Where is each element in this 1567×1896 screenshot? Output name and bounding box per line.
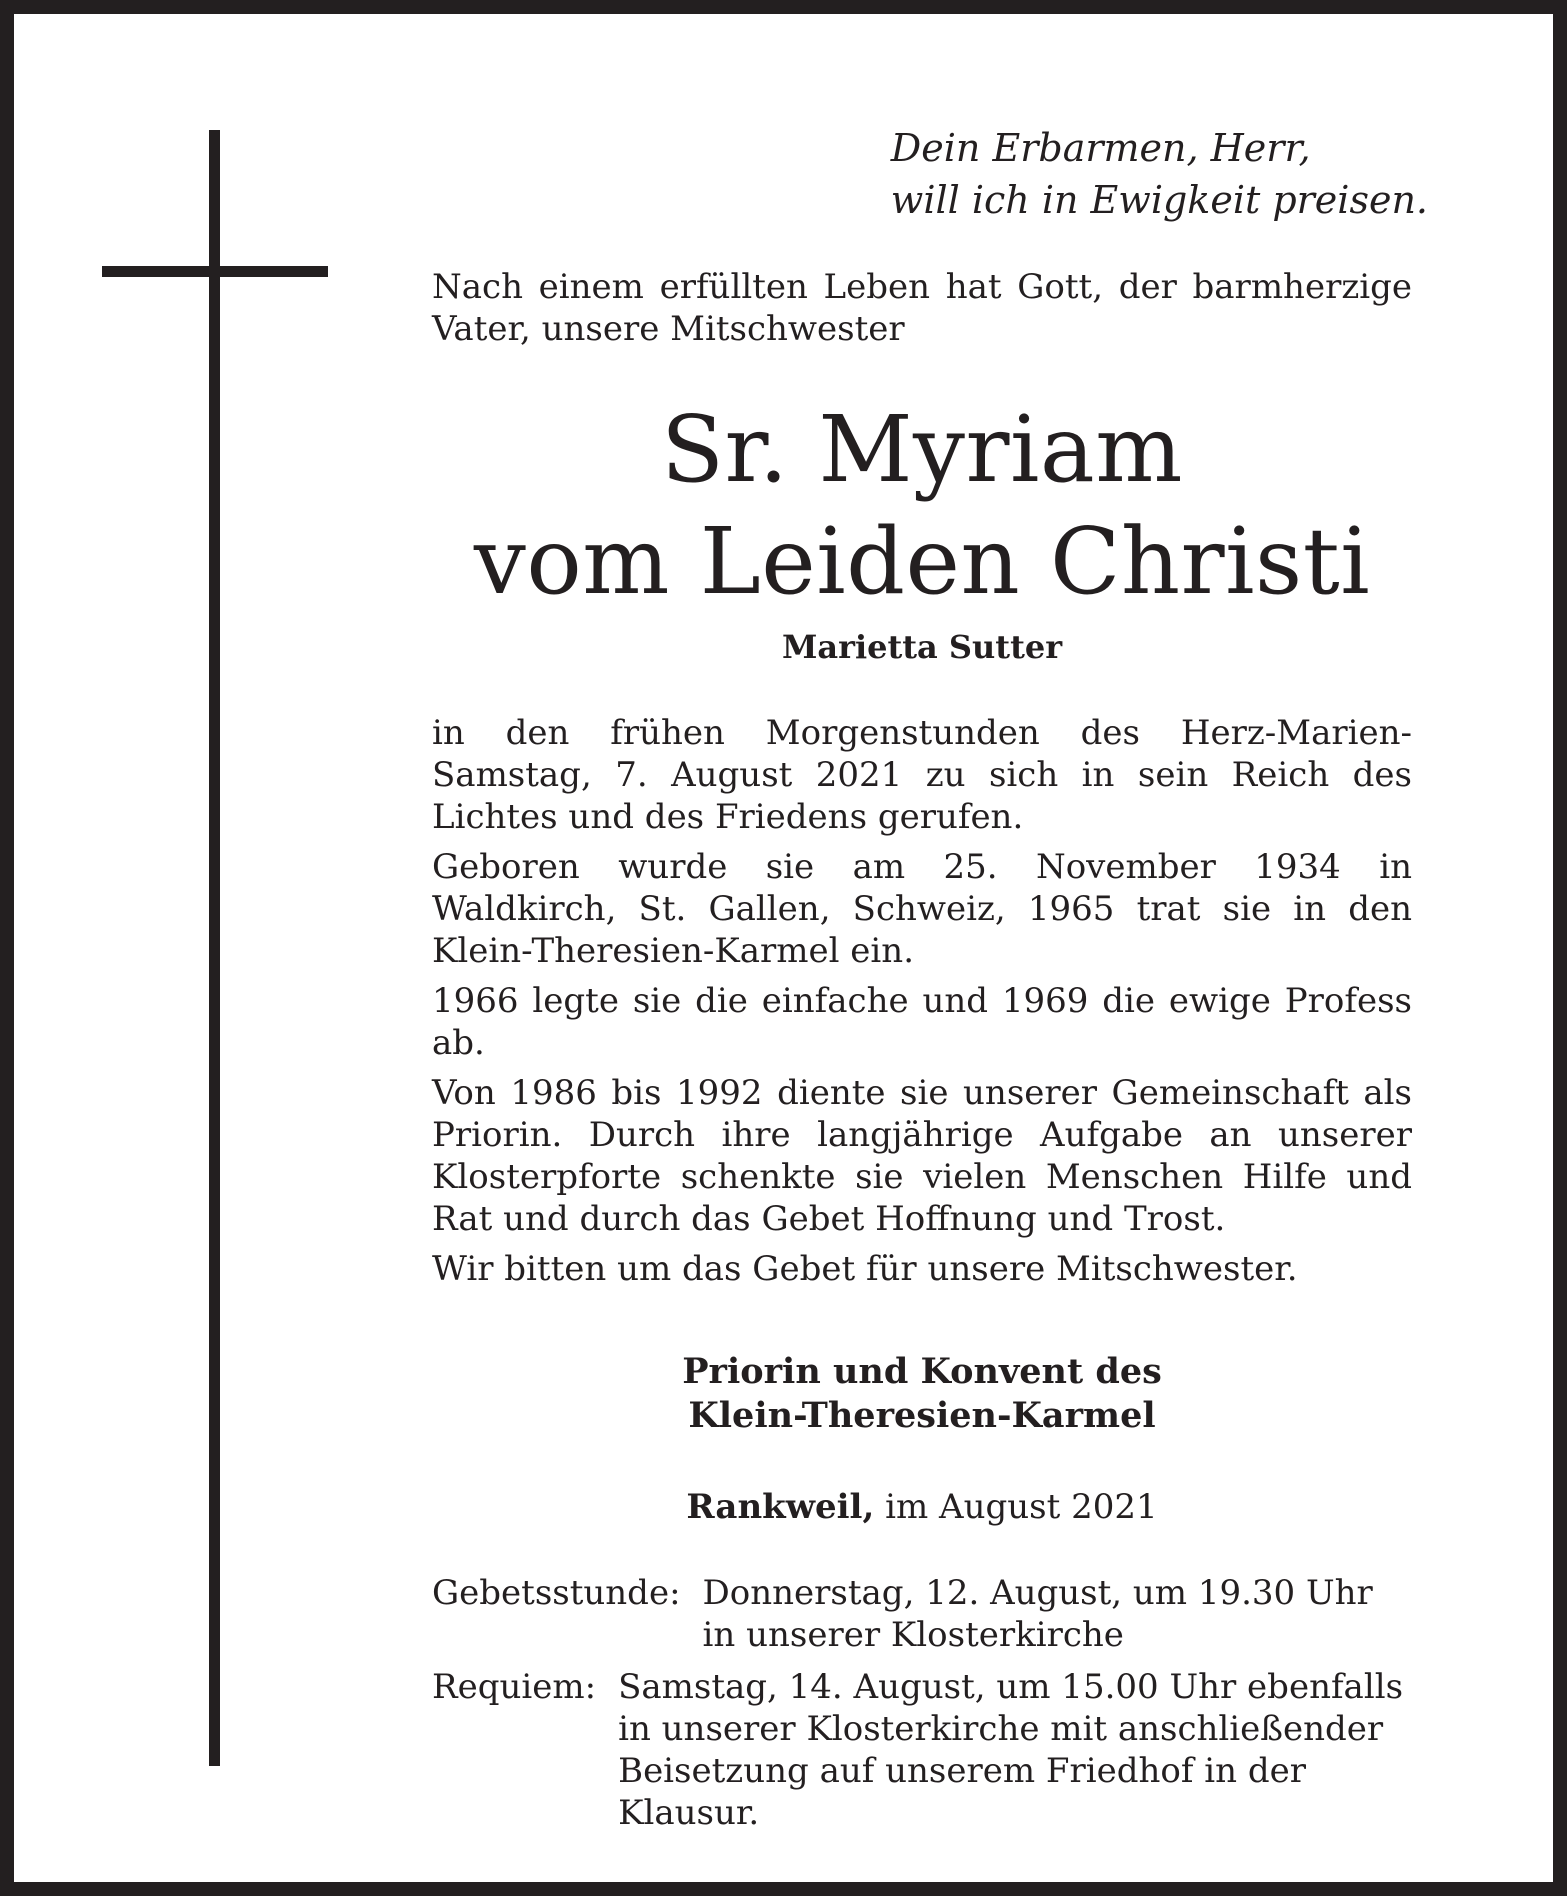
cross-horizontal-bar — [102, 266, 328, 277]
bible-quote-line2: will ich in Ewigkeit preisen. — [890, 178, 1428, 222]
requiem-line2: in unserer Klosterkirche mit anschließender — [618, 1709, 1384, 1749]
requiem-line3: Beisetzung auf unserem Friedhof in der Klausur. — [618, 1751, 1306, 1833]
cross-vertical-bar — [209, 130, 220, 1766]
paragraph-service: Von 1986 bis 1992 diente sie unserer Gemeinschaft als Priorin. Durch ihre langjährige Aufgabe an unserer Klosterpforte schenkte sie vielen Menschen Hilfe und Rat und durch das Gebet Hoffnung und Trost. — [432, 1073, 1412, 1239]
prayer-hour-row — [432, 1572, 1412, 1656]
paragraph-death: in den frühen Morgenstunden des Herz-Marien-Samstag, 7. August 2021 zu sich in sein Reich des Lichtes und des Friedens gerufen. — [432, 713, 1412, 837]
place-date — [432, 1486, 1412, 1528]
intro-text: Nach einem erfüllten Leben hat Gott, der barmherzige Vater, unsere Mitschwester — [432, 267, 1412, 349]
paragraph-prayer-request: Wir bitten um das Gebet für unsere Mitschwester. — [432, 1249, 1298, 1289]
signature-line2: Klein-Theresien-Karmel — [688, 1395, 1156, 1436]
bible-quote-line1: Dein Erbarmen, Herr, — [890, 126, 1311, 170]
prayer-hour-line1: Donnerstag, 12. August, um 19.30 Uhr — [702, 1573, 1373, 1613]
place-date-text: im August 2021 — [885, 1487, 1158, 1527]
civil-name: Marietta Sutter — [781, 628, 1063, 666]
deceased-name — [432, 394, 1412, 618]
paragraph-birth: Geboren wurde sie am 25. November 1934 in Waldkirch, St. Gallen, Schweiz, 1965 trat sie in den Klein-Theresien-Karmel ein. — [432, 847, 1412, 971]
signature — [432, 1350, 1412, 1438]
deceased-name-line2: vom Leiden Christi — [473, 508, 1371, 615]
prayer-hour-line2: in unserer Klosterkirche — [702, 1615, 1124, 1655]
paragraph-profession: 1966 legte sie die einfache und 1969 die ewige Profess ab. — [432, 981, 1412, 1063]
bible-quote — [891, 122, 1428, 226]
notice-body — [432, 266, 1412, 1834]
requiem-label: Requiem: — [432, 1667, 597, 1707]
requiem-details — [618, 1666, 1412, 1834]
prayer-hour-details — [703, 1572, 1412, 1656]
deceased-name-line1: Sr. Myriam — [660, 396, 1184, 503]
prayer-hour-label: Gebetsstunde: — [432, 1573, 681, 1613]
signature-line1: Priorin und Konvent des — [682, 1351, 1162, 1392]
requiem-row — [432, 1666, 1412, 1834]
requiem-line1: Samstag, 14. August, um 15.00 Uhr ebenfalls — [618, 1667, 1404, 1707]
place-town: Rankweil, — [686, 1487, 875, 1527]
